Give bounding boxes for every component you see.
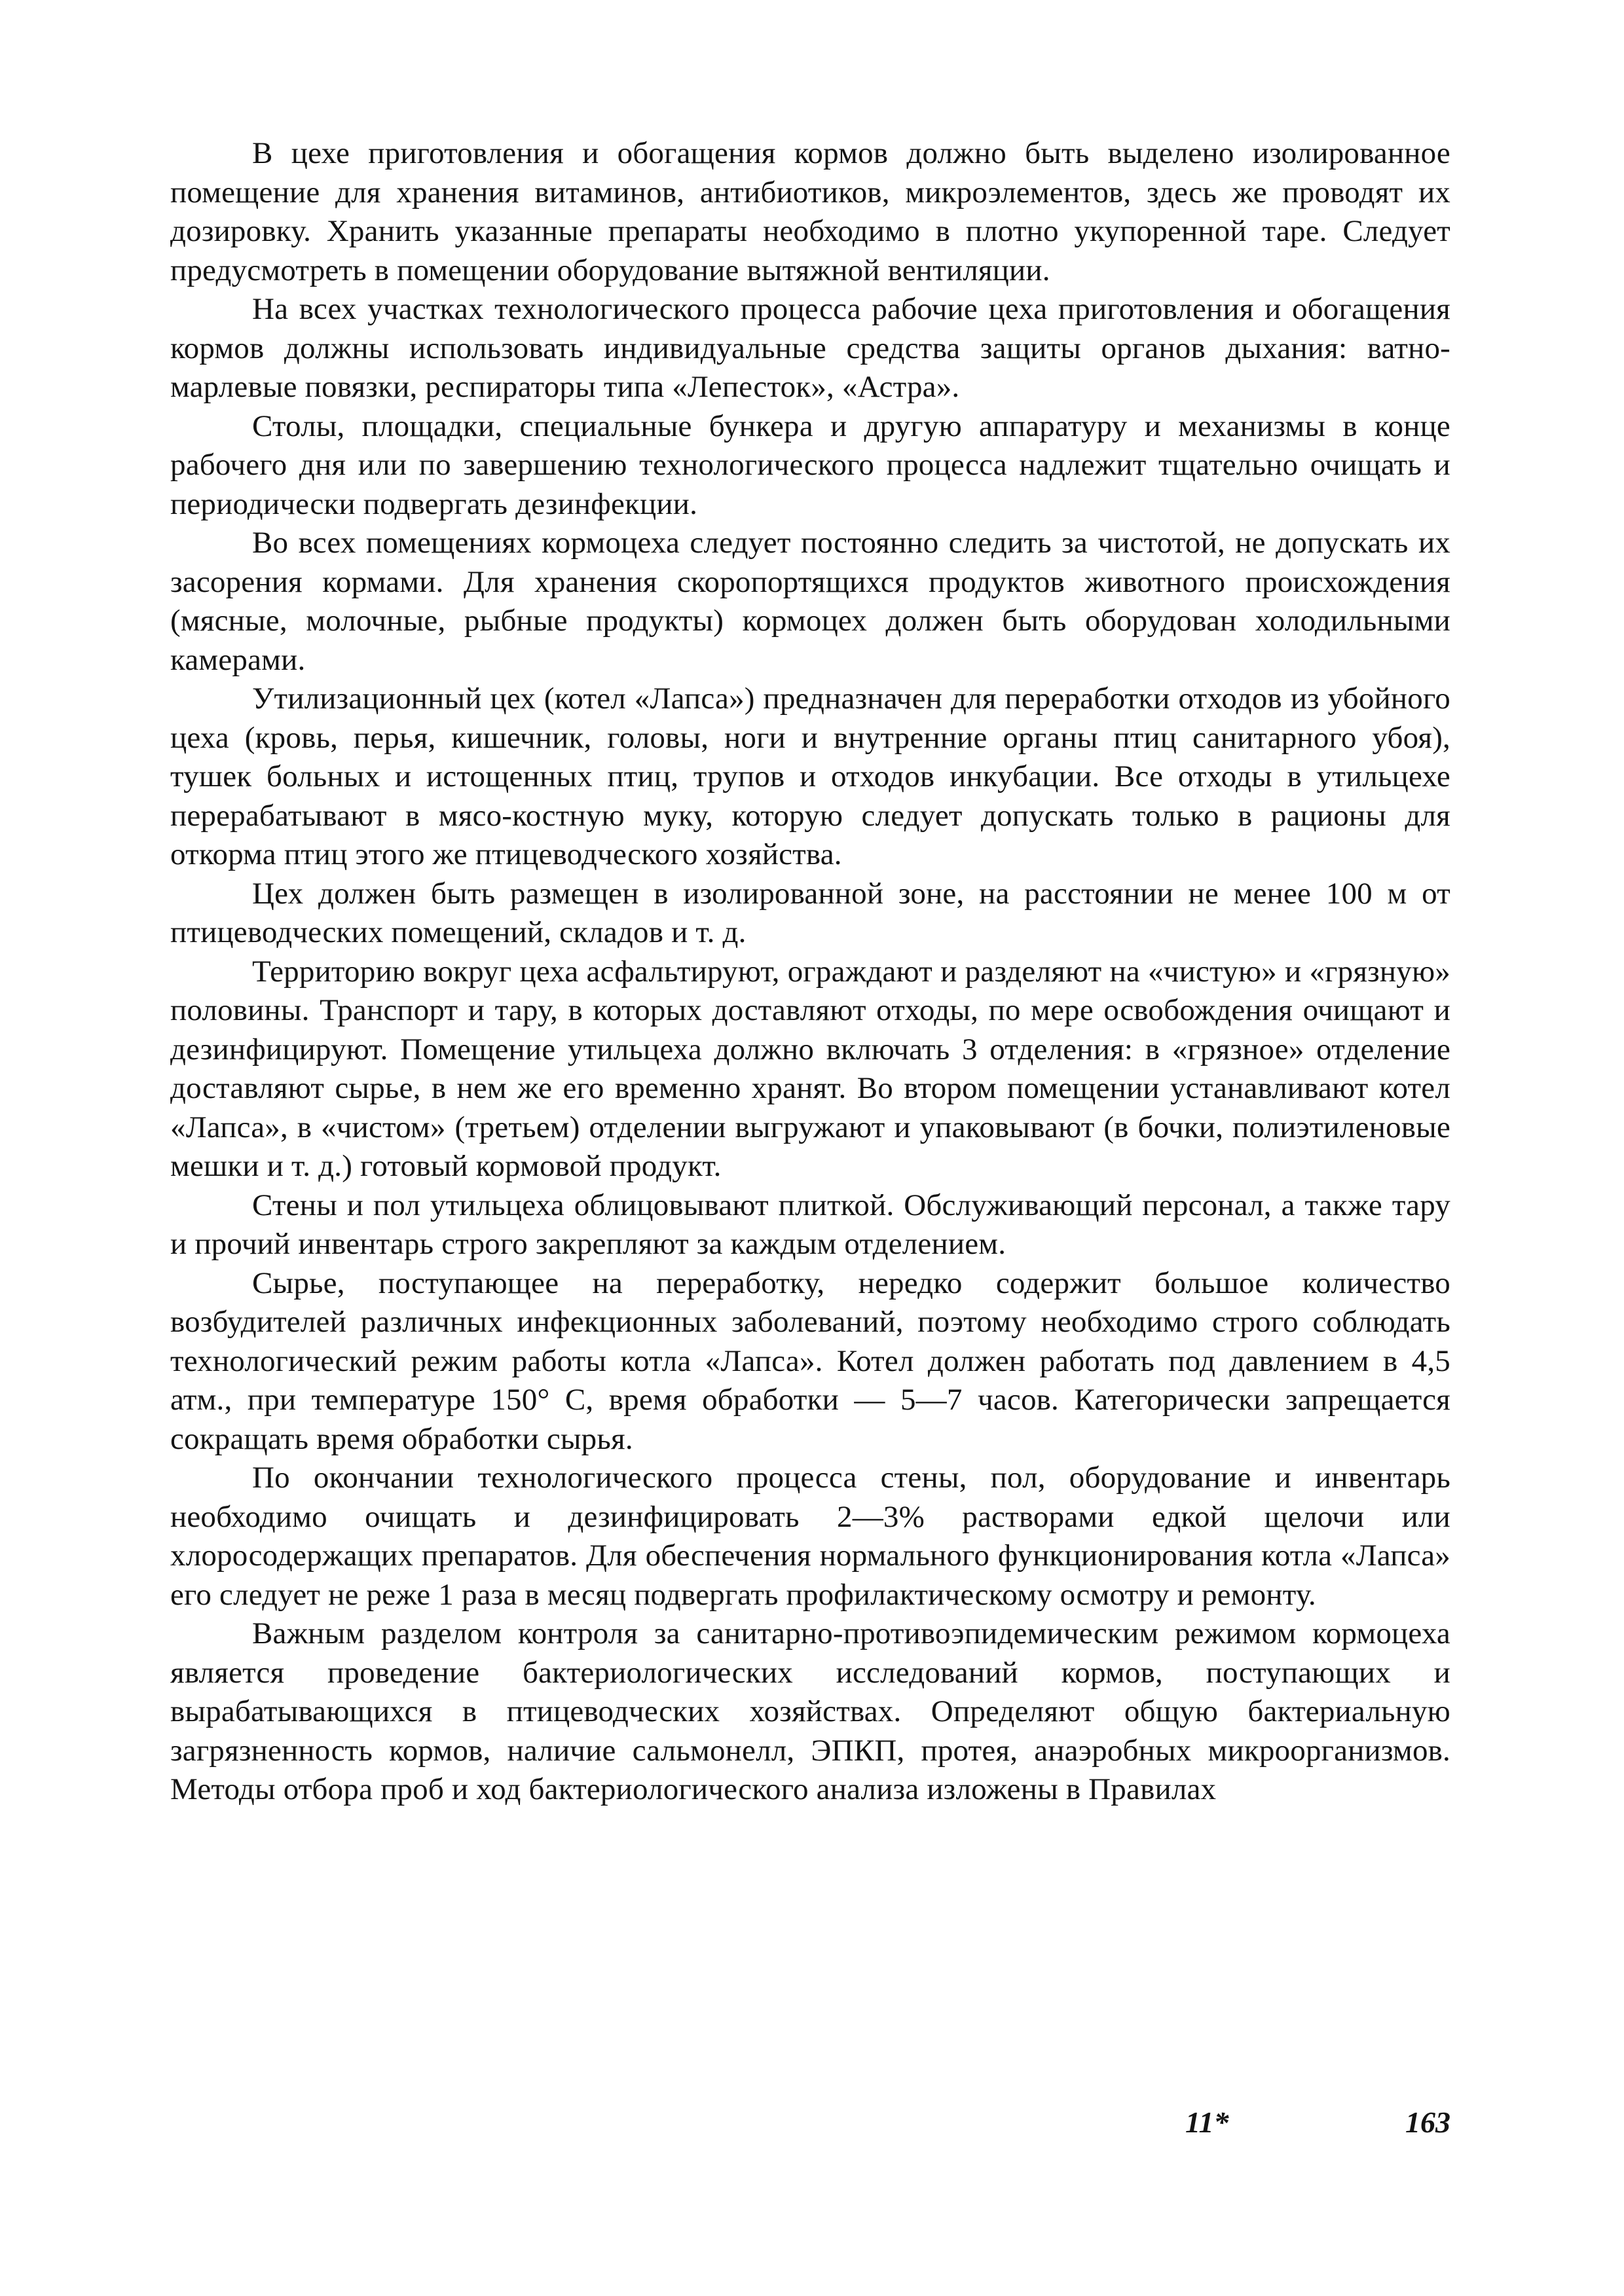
paragraph-walls-staff: Стены и пол утильцеха облицовывают плиткой. Обслуживающий персонал, а также тару и прочий инвентарь строго закрепляют за каждым отделением. <box>170 1188 1450 1261</box>
paragraph-vitamins-storage: В цехе приготовления и обогащения кормов должно быть выделено изолированное помещение для хранения витаминов, антибиотиков, микроэлементов, здесь же проводят их дозировку. Хранить указанные препараты необходимо в плотно укупоренной таре. Следует предусмотреть в помещении оборудование вытяжной вентиляции. <box>170 136 1450 287</box>
page-footer <box>1185 2105 1450 2151</box>
paragraph-respiratory-protection: На всех участках технологического процесса рабочие цеха приготовления и обогащения кормов должны использовать индивидуальные средства защиты органов дыхания: ватно-марлевые повязки, респираторы типа «Лепесток», «Астра». <box>170 292 1450 404</box>
paragraph-equipment-disinfection: Столы, площадки, специальные бункера и другую аппаратуру и механизмы в конце рабочего дня или по завершению технологического процесса надлежит тщательно очищать и периодически подвергать дезинфекции. <box>170 409 1450 521</box>
paragraph-bacteriological-control: Важным разделом контроля за санитарно-противоэпидемическим режимом кормоцеха является проведение бактериологических исследований кормов, поступающих и вырабатывающихся в птицеводческих хозяйствах. Определяют общую бактериальную загрязненность кормов, наличие сальмонелл, ЭПКП, протея, анаэробных микроорганизмов. Методы отбора проб и ход бактериологического анализа изложены в Правилах <box>170 1616 1450 1806</box>
printer-signature: 11* <box>1185 2105 1229 2139</box>
paragraph-after-process: По окончании технологического процесса стены, пол, оборудование и инвентарь необходимо очищать и дезинфицировать 2—3% растворами едкой щелочи или хлоросодержащих препаратов. Для обеспечения нормального функционирования котла «Лапса» его следует не реже 1 раза в месяц подвергать профилактическому осмотру и ремонту. <box>170 1461 1450 1612</box>
paragraph-territory: Территорию вокруг цеха асфальтируют, ограждают и разделяют на «чистую» и «грязную» половины. Транспорт и тару, в которых доставляют отходы, по мере освобождения очищают и дезинфицируют. Помещение утильцеха должно включать 3 отделения: в «грязное» отделение доставляют сырье, в нем же его временно хранят. Во втором помещении устанавливают котел «Лапса», в «чистом» (третьем) отделении выгружают и упаковывают (в бочки, полиэтиленовые мешки и т. д.) готовый кормовой продукт. <box>170 954 1450 1183</box>
paragraph-shop-location: Цех должен быть размещен в изолированной зоне, на расстоянии не менее 100 м от птицеводческих помещений, складов и т. д. <box>170 876 1450 949</box>
paragraph-utilization-shop: Утилизационный цех (котел «Лапса») предназначен для переработки отходов из убойного цеха (кровь, перья, кишечник, головы, ноги и внутренние органы птиц санитарного убоя), тушек больных и истощенных птиц, трупов и отходов инкубации. Все отходы в утильцехе перерабатывают в мясо-костную муку, которую следует допускать только в рационы для откорма птиц этого же птицеводческого хозяйства. <box>170 682 1450 871</box>
paragraph-cleanliness: Во всех помещениях кормоцеха следует постоянно следить за чистотой, не допускать их засорения кормами. Для хранения скоропортящихся продуктов животного происхождения (мясные, молочные, рыбные продукты) кормоцех должен быть оборудован холодильными камерами. <box>170 526 1450 677</box>
page-number: 163 <box>1405 2105 1450 2139</box>
page-body <box>170 134 1450 1810</box>
paragraph-processing-regime: Сырье, поступающее на переработку, нередко содержит большое количество возбудителей различных инфекционных заболеваний, поэтому необходимо строго соблюдать технологический режим работы котла «Лапса». Котел должен работать под давлением в 4,5 атм., при температуре 150° С, время обработки — 5—7 часов. Категорически запрещается сокращать время обработки сырья. <box>170 1266 1450 1456</box>
